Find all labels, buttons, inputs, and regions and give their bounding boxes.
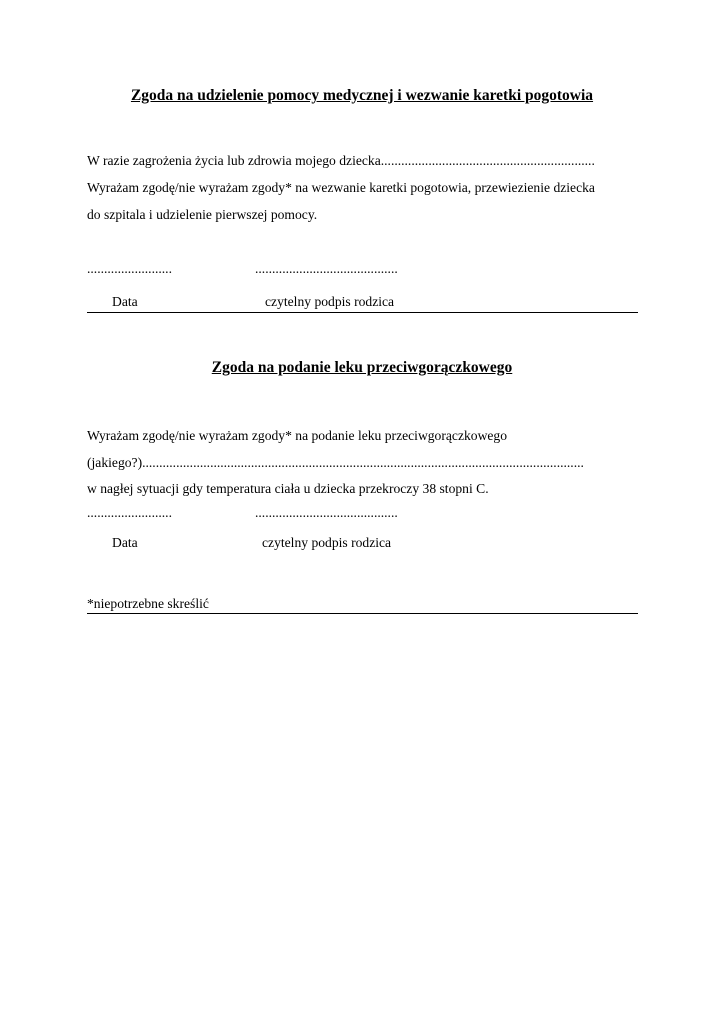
section2-signature-label: czytelny podpis rodzica <box>262 535 392 550</box>
section1-date-label: Data <box>112 294 138 309</box>
section1-signature-label: czytelny podpis rodzica <box>265 294 395 309</box>
section1-divider <box>87 312 638 313</box>
section1-title: Zgoda na udzielenie pomocy medycznej i wezwanie karetki pogotowia <box>130 87 594 104</box>
section2-date-dots: ......................... <box>87 505 172 520</box>
footnote-divider <box>87 613 638 614</box>
section2-date-label: Data <box>112 535 138 550</box>
section2-signature-dots: .......................................... <box>255 505 398 520</box>
section1-line-2: Wyrażam zgodę/nie wyrażam zgody* na wezwanie karetki pogotowia, przewiezienie dziecka <box>87 180 595 195</box>
section2-line-3: w nagłej sytuacji gdy temperatura ciała u dziecka przekroczy 38 stopni C. <box>87 481 489 496</box>
section1-line-3: do szpitala i udzielenie pierwszej pomocy. <box>87 207 318 222</box>
section1-line-1: W razie zagrożenia życia lub zdrowia mojego dziecka............................................................... <box>87 153 595 168</box>
footnote: *niepotrzebne skreślić <box>87 596 209 611</box>
section2-line-2: (jakiego?).................................................................................................................................. <box>87 455 584 470</box>
section1-signature-dots: .......................................... <box>255 261 398 276</box>
section2-line-1: Wyrażam zgodę/nie wyrażam zgody* na podanie leku przeciwgorączkowego <box>87 428 508 443</box>
section2-title: Zgoda na podanie leku przeciwgorączkowego <box>211 359 513 376</box>
section1-date-dots: ......................... <box>87 261 172 276</box>
